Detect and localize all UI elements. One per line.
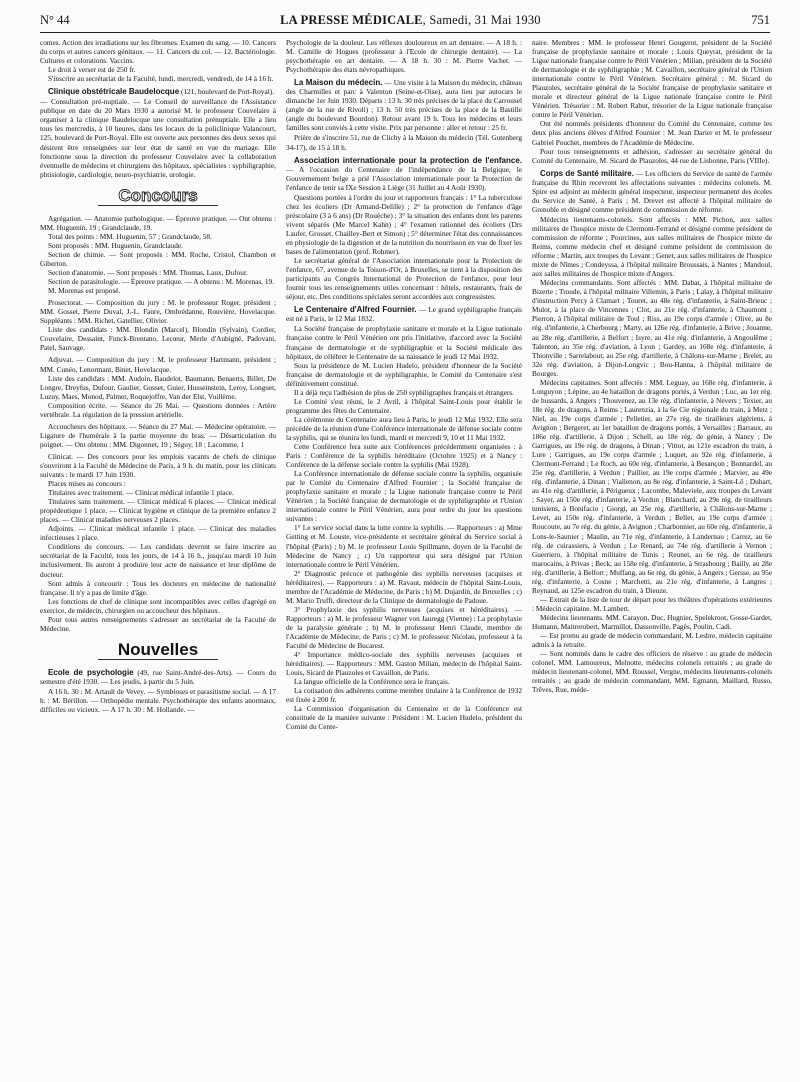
paragraph: Sont admis à concourir : Tous les docteurs en médecine de nationalité française. Il n'y a pas de limite d'âge.: [40, 578, 276, 597]
paragraph: Pour tous renseignements et adhésion, s'adresser au secrétaire général du Comité du Centenaire, M. Sicard de Plauzoles, 44 rue de Lisbonne, Paris (VIIIe).: [532, 146, 772, 165]
section-title-concours: Concours: [40, 191, 276, 206]
paragraph: comes. Action des irradiations sur les fibromes. Examen du sang. — 10. Cancers du corps et autres cancers génitaux. — 11. Cancers du col. — 12. Bactériologie. Cultures et colorations. Vaccins.: [40, 38, 276, 66]
paragraph: — Extrait de la liste de tour de départ pour les théâtres d'opérations extérieures : Médecin capitaine. M. Lambert.: [532, 594, 772, 613]
column-2: [286, 38, 522, 1074]
paragraph: La Société française de prophylaxie sanitaire et morale et la Ligue nationale française contre le Péril Vénérien ont pris l'initiative, d'accord avec la Société française de dermatologie et de syphiligraphie et la Société médicale des hôpitaux, de célébrer le Centenaire de sa naissance le jeudi 12 Mai 1932.: [286, 324, 522, 361]
article-heading: La Maison du médecin. — Une visite à la Maison du médecin, château des Charmilles et parc à Valenton (Seine-et-Oise), aura lieu par autocars le dimanche 1er Juin 1930. Départs : 13 h. 30 très précises de la place du Carrousel (angle de la rue de Rivoli) ; 13 h. 50 très précises de la place de la Bastille (angle du boulevard Bourdon). Retour avant 19 h. Tous les médecins et leurs familles sont conviés à cette visite. Prix par personne : aller et retour : 25 fr.: [286, 78, 522, 133]
paragraph: naire. Membres : MM. le professeur Henri Gougerot, président de la Société française de prophylaxie sanitaire et morale ; Louis Queyrat, président de la Ligue nationale française contre le Péril Vénérien ; Milian, président de la Société de dermatologie et de syphiligraphie ; M. Cavaillon, secrétaire général de l'Union internationale contre le Péril Vénérien. Secrétaire général : M. Sicard de Plauzoles, secrétaire général de la Société française de prophylaxie sanitaire et morale et directeur général de la Ligue nationale française contre le Péril Vénérien. Trésorier : M. Robert Rabut, trésorier de la Ligue nationale française contre le Péril Vénérien.: [532, 38, 772, 120]
paragraph: Adjoints. — Clinicat médical infantile 1 place. — Clinicat des maladies infectieuses 1 place.: [40, 524, 276, 543]
paragraph: Médecins capitaines. Sont affectés : MM. Leguay, au 168e rég. d'infanterie, à Longuyon ; Lépine, au 4e bataillon de dragons portés, à Verdun ; Luc, au 1er rég. de hussards, à Angers ; Thouvenez, au 13e rég. d'infanterie, à Nevers ; Texier, au 18e rég. de dragons, à Reims ; Laurenzia, à la 6e Cie régionale du train, à Metz ; Niel, au 19e corps d'armée ; Pelletier, au 27e rég. de tirailleurs algériens, à Avignon ; Bergeret, au 1er bataillon de dragons portés, à Versailles ; Barraux, au 186e rég. d'artillerie, à Dijon ; Schell, au 18e rég. de génie, à Nancy ; De Garrigues, au 19e rég. de dragons, à Dinan ; Vittot, au 121e escadron du train, à Lure ; Garrigues, au 19e corps d'armée ; Luquet, au 92e rég. d'infanterie, à Clermont-Ferrand ; Le Roch, au 60e rég. d'infanterie, à Besançon ; Bonnardel, au 25e rég. d'artillerie, à Verdun ; Paillier, au 19e corps d'armée ; Marvier, au 49e rég. d'infanterie, à Dinan ; Viallenon, au 8e rég. d'infanterie, à Saint-Lô ; Duhart, au 41e rég. d'artillerie, à Périgueux ; Lacombe, Maleviele, aux troupes du Levant ; Sayer, au 150e rég. d'infanterie, à Verdun ; Blanchard, au 29e rég. de tirailleurs tunisiens, à Bonifacio ; Giorgi, au 25e rég. d'artillerie, à Châlons-sur-Marne ; Levet, au 150e rég. d'infanterie, à Verdun ; Bellet, au 19e corps d'armée ; Roucoute, au 7e rég. du génie, à Avignon ; Charbonnier, au 60e rég. d'infanterie, à Lons-le-Saunier ; Maulin, au 71e rég. d'infanterie, à Landernau ; Carrez, au 6e rég. de cuirassiers, à Verdun ; Le Renard, au 74e rég. d'artillerie à Vernon ; Guerriero, à l'hôpital militaire de Tunis ; Reunet, au 6e rég. de tirailleurs marocains, à Privas ; Beck, au 158e rég. d'infanterie, à Strasbourg ; Bailly, au 28e rég. d'artillerie, à Belfort ; Muffang, au 6e rég. du génie, à Angers ; Gersse, au 95e rég. d'infanterie, à Cosne ; Marchetti, au 21e rég. d'infanterie, à Langres ; Reynaud, au 125e escadron du train, à Dieuze.: [532, 377, 772, 595]
paragraph: — Est promu au grade de médecin commandant, M. Lesbre, médecin capitaine admis à la retraite.: [532, 631, 772, 650]
masthead: [40, 10, 770, 30]
journal-name: LA PRESSE MÉDICALE: [280, 12, 423, 27]
article-heading: Le Centenaire d'Alfred Fournier. — Le grand syphiligraphe français est né à Paris, le 12 Mai 1832.: [286, 305, 522, 324]
paragraph: Le Comité s'est réuni, le 2 Avril, à l'hôpital Saint-Louis pour établir le programme des fêtes du Centenaire.: [286, 396, 522, 415]
paragraph: — Sont nommés dans le cadre des officiers de réserve : au grade de médecin colonel, MM. Lamoureux, Melnotte, médecins colonels retraités ; au grade de médecin lieutenant-colonel, MM. Roussel, Vergne, médecins lieutenants-colonels retraités ; au grade de médecin commandant, MM. Egmann, Maillard, Russo, Trêves, Rue, méde-: [532, 649, 772, 695]
paragraph: Places mises au concours :: [48, 479, 126, 489]
paragraph: La cérémonie du Centenaire aura lieu à Paris, le jeudi 12 Mai 1932. Elle sera précédée de la réunion d'une Conférence internationale de défense sociale contre la syphilis, qui se réunira les lundi, mardi et mercredi 9, 10 et 11 Mai 1932.: [286, 414, 522, 442]
issue-number: N° 44: [40, 12, 70, 27]
article-heading: Corps de Santé militaire. — Les officiers du Service de santé de l'armée française du Rhin recevront les affectations suivantes : médecins colonels. M. Spire est adjoint au médecin général inspecteur, inspecteur permanent des écoles du Service de Santé, à Paris ; M. Drevet est affecté à l'hôpital militaire de Grenoble et désigné comme président de commission de réforme.: [532, 168, 772, 214]
paragraph: Il a déjà reçu l'adhésion de plus de 250 syphiligraphes français et étrangers.: [294, 387, 514, 397]
paragraph: Conditions du concours. — Les candidats devront se faire inscrire au secrétariat de la Faculté, tous les jours, de 14 à 16 h., jusqu'au mardi 10 Juin inclusivement. Ils auront à produire leur acte de naissance et leur diplôme de docteur.: [40, 542, 276, 579]
paragraph: 4° Importance médico-sociale des syphilis nerveuses (acquises et héréditaires). — Rapporteurs : MM. Gaston Milian, médecin de l'hôpital Saint-Louis, Sicard de Plauzoles et Cavaillon, de Paris.: [286, 650, 522, 678]
paragraph: 1° Le service social dans la lutte contre la syphilis. — Rapporteurs : a) Mme Getting et M. Louste, vice-présidente et secrétaire général du Service social à l'hôpital (Paris) ; b) M. le professeur Louis Spillmann, doyen de la Faculté de Médecine de Nancy ; c) Un rapporteur qui sera désigné par l'Union internationale contre le Péril Vénérien.: [286, 523, 522, 569]
paragraph: Adjuvat. — Composition du jury : M. le professeur Hartmann, président ; MM. Cunéo, Lenormant, Binet, Hovelacque.: [40, 355, 276, 374]
paragraph: Section d'anatomie. — Sont proposés : MM. Thomas, Laux, Dufour.: [48, 268, 248, 278]
article-heading: Association internationale pour la protection de l'enfance. — A l'occasion du Centenaire de l'indépendance de la Belgique, le Gouvernement belge a prié l'Association internationale pour la Protection de l'enfance de tenir sa IXe Session à Liège (31 Juillet au 4 Août 1930).: [286, 155, 522, 192]
paragraph: Prosectorat. — Composition du jury : M. le professeur Roger, président ; MM. Gosset, Pierre Duval, J.-L. Faure, Ombrédanne, Rouvière, Hovelacque. Suppléants : MM. Richet, Gatellier, Olivier.: [40, 298, 276, 326]
header-rule: [40, 32, 770, 33]
paragraph: Médecins lieutenants-colonels. Sont affectés : MM. Pichon, aux salles militaires de l'hospice mixte de Clermont-Ferrand et désigné comme président de commission de réforme ; Pourcines, aux salles militaires de l'hospice mixte de Reims, comme médecin chef et désigné comme président de commission de réforme ; Martin, aux troupes du Levant ; Genet, aux salles militaires de l'hospice mixte de Nîmes ; Condeyssa, à l'hôpital militaire Broussais, à Nantes ; Mandoul, aux salles militaires de l'hospice mixte d'Angers.: [532, 214, 772, 279]
paragraph: Liste des candidats : MM. Audoin, Baudelot, Baumann, Benaerts, Billet, De Longre, Dreyfus, Dufour, Gaulier, Gosset, Guier, Husseinstein, Leroy, Longuet, Luzuy, Maes, Monod, Palmer, Roquejoffre, Van der Elst, Vuillème.: [40, 373, 276, 401]
section-title-nouvelles: Nouvelles: [40, 645, 276, 660]
paragraph: Titulaires avec traitement. — Clinicat médical infantile 1 place.: [48, 488, 234, 498]
paragraph: Composition écrite. — Séance du 26 Mai. — Questions données : Artère vertébrale. La régulation de la pression artérielle.: [40, 400, 276, 419]
paragraph: Le droit à verser est de 250 fr.: [48, 65, 136, 75]
paragraph: Pour tous autres renseignements s'adresser au secrétariat de la Faculté de Médecine.: [40, 614, 276, 633]
paragraph: Ont été nommés présidents d'honneur du Comité du Centenaire, comme les deux plus anciens élèves d'Alfred Fournier : M. Jean Darier et M. le professeur Gabriel Pouchet, membres de l'Académie de Médecine.: [532, 119, 772, 147]
article-heading: Ecole de psychologie (49, rue Saint-André-des-Arts). — Cours du semestre d'été 1930. — Les jeudis, à partir du 5 Juin.: [40, 667, 276, 686]
article-heading: Clinique obstétricale Baudelocque (121, boulevard de Port-Royal).: [48, 87, 274, 97]
paragraph: 3° Prophylaxie des syphilis nerveuses (acquises et héréditaires). — Rapporteurs : a) M. le professeur Wagner von Jauregg (Vienne) : La prophylaxie de la paralysie générale ; b) M. le professeur Henri Claude, membre de l'Académie de Médecine, de Paris ; c) M. le professeur Nicolau, professeur à la Faculté de Médecine de Bucarest.: [286, 604, 522, 651]
paragraph: A 16 h. 30 : M. Artault de Vevey. — Symbioses et parasitisme social. — A 17 h. : M. Bérillon. — Orthopédie mentale. Psychothérapie des enfants anormaux, difficiles ou vicieux. — A 17 h. 30 : M. Hollande. —: [40, 687, 276, 715]
paragraph: La langue officielle de la Conférence sera le français.: [294, 677, 450, 687]
paragraph: S'inscrire au secrétariat de la Faculté, lundi, mercredi, vendredi, de 14 à 16 h.: [48, 74, 274, 84]
paragraph: La Commission d'organisation du Centenaire et de la Conférence est constituée de la manière suivante : Président : M. Lucien Hudelo, président du Comité du Cente-: [286, 704, 522, 732]
paragraph: Médecins lieutenants. MM. Carayon, Duc, Hugnier, Spelekroot, Gosse-Gardet, Humann, Maitrerobert, Marmillot, Dassonville, Pagès, Poulin, Cadi.: [532, 612, 772, 631]
paragraph: Les fonctions de chef de clinique sont incompatibles avec celles d'agrégé en exercice, de médecin, chirurgien ou accoucheur des hôpitaux.: [40, 596, 276, 615]
paragraph: Questions portées à l'ordre du jour et rapporteurs français : 1° La tuberculose chez les écoliers (Dr Armand-Delille) ; 2° la protection de l'enfance d'âge préscolaire (3 à 6 ans) (Dr Rouèche) ; 3° la situation des enfants dont les parents vivent séparés (Me Marcel Kahn) ; 4° l'examen rationnel des écoliers (Drs Laufer, Grosset, Chailley-Bert et Simon) ; 5° déterminer l'état des connaissances en physiologie de la digestion et de la nutrition du nourrisson en vue de fixer les bases de l'alimentation (prof. Rohmer).: [286, 192, 522, 257]
paragraph: Cette Conférence fera suite aux Conférences précédemment organisées : à Paris : Conférence de la syphilis héréditaire (Octobre 1925) et à Nancy : Conférence de la défense sociale contre la syphilis (Mai 1928).: [286, 442, 522, 470]
section-underline: [98, 205, 218, 206]
paragraph: — Consultation pré-nuptiale. — Le Conseil de surveillance de l'Assistance publique en date du 20 Mars 1930 a autorisé M. le professeur Couvelaire à organiser à la clinique Baudelocque une consultation prénuptiale. Elle a lieu tous les mercredis, à 10 heures, dans les locaux de la policlinique Valancourt, 125, boulevard de Port-Royal. Elle est ouverte aux personnes des deux sexes qui désirent être renseignées sur leur état de santé en vue du mariage. Elle fonctionne sous la direction du professeur Couvelaire avec la collaboration éventuelle de médecins et chirurgiens des hôpitaux, spécialistes : syphiligraphie, phtisiologie, cardiologie, neuro-psychiatrie, urologie.: [40, 97, 276, 179]
paragraph: Le secrétariat général de l'Association internationale pour la Protection de l'enfance, 67, avenue de la Toison-d'Or, à Bruxelles, se tient à la disposition des participants au Congrès International de Protection de l'enfance, pour leur fournir tous les renseignements utiles concernant : hôtels, restaurants, frais de séjour, etc. Des conditions spéciales seront accordées aux congressistes.: [286, 256, 522, 302]
paragraph: La Conférence internationale de défense sociale contre la syphilis, organisée par le Comité du Centenaire d'Alfred Fournier ; la Société française de prophylaxie sanitaire et morale ; la Ligue nationale française contre le Péril Vénérien ; la Société française de dermatologie et de syphiligraphie et l'Union internationale contre le Péril Vénérien, aura pour ordre du jour les questions suivantes :: [286, 469, 522, 524]
journal-title: [280, 13, 541, 28]
paragraph: 2° Diagnostic précoce et pathogénie des syphilis nerveuses (acquises et héréditaires). — Rapporteurs : a) M. Ravaut, médecin de l'hôpital Saint-Louis, membre de l'Académie de Médecine, de Paris ; b) M. Dujardin, de Bruxelles ; c) M. Mario Truffi, directeur de la Clinique de dermatologie de Padoue.: [286, 568, 522, 605]
paragraph: Accoucheurs des hôpitaux. — Séance du 27 Mai. — Médecine opératoire. — Ligature de l'humérale à la partie moyenne du bras. — Désarticulation du poignet. — Ont obtenu : MM. Digonnet, 19 ; Séguy, 18 ; Lacomme, 1: [40, 421, 276, 449]
paragraph: Section de parasitologie. — Épreuve pratique. — A obtenu : M. Morenas, 19.: [48, 277, 274, 287]
paragraph: Sont proposés : MM. Huguenin, Grandclaude.: [48, 240, 183, 250]
issue-date: , Samedi, 31 Mai 1930: [422, 12, 541, 27]
paragraph: M. Morenas est proposé.: [48, 286, 121, 296]
paragraph: Agrégation. — Anatomie pathologique. — Épreuve pratique. — Ont obtenu : MM. Huguenin, 19 ; Grandclaude, 19.: [40, 213, 276, 232]
paragraph: La cotisation des adhérents comme membre titulaire à la Conférence de 1932 est fixée à 200 fr.: [286, 686, 522, 705]
paragraph: Sous la présidence de M. Lucien Hudelo, président d'honneur de la Société française de dermatologie et de syphiligraphie, le Comité du Centenaire s'est définitivement constitué.: [286, 360, 522, 388]
paragraph: Titulaires sans traitement. — Clinicat médical 6 places. — Clinicat médical propédeutique 1 place. — Clinicat hygiène et clinique de la première enfance 2 places. — Clinicat maladies nerveuses 2 places.: [40, 497, 276, 525]
page-number: 751: [751, 12, 770, 27]
column-3: [532, 38, 772, 1074]
paragraph: Total des points : MM. Huguenin, 57 ; Grandclaude, 58.: [48, 231, 212, 241]
paragraph: Psychologie de la douleur. Les réflexes douloureux en art dentaire. — A 18 h. : M. Camille de Hogues (professeur à l'Ecole de chirurgie dentaire). — La psychothérapie en art dentaire. — A 18 h. 30 : M. Pierre Vachet. — Psychothérapie des états névropathiques.: [286, 38, 522, 75]
paragraph: Liste des candidats : MM. Blondin (Marcel), Blondin (Sylvain), Cordier, Couvelaire, Dessaint, Funck-Brentano, Lecœur, Merle d'Aubigné, Padovani, Patel, Sauvage.: [40, 325, 276, 353]
section-underline: [98, 659, 218, 660]
paragraph: Médecins commandants. Sont affectés : MM. Dabat, à l'hôpital militaire de Bizerte ; Troude, à l'hôpital militaire Villemin, à Paris ; Lalay, à l'hôpital militaire d'instruction Percy à Clamart ; Touret, au 48e rég. d'infanterie, à Saint-Brieuc ; Mulot, à la place de Vincennes ; Clot, au 21e rég. d'infanterie, à Chaumont ; Pierron, à l'hôpital militaire de Toul ; Riss, au 19e corps d'armée ; Olive, au 8e rég. d'infanterie, à Cherbourg ; Marty, au 126e rég. d'infanterie, à Brive ; Jouanne, au 28e rég. d'artillerie, à Belfort ; Isyre, au 41e rég. d'infanterie, à Angoulême ; Talenton, au 35e rég. d'aviation, à Lyon ; Gardey, au 168e rég. d'infanterie, à Thionville ; Sarrelabout, au 25e rég. d'artillerie, à Châlons-sur-Marne ; Brelet, au 32e rég. d'aviation, à Dijon-Longvic ; Bou-Hanna, à l'hôpital militaire de Bourges.: [532, 278, 772, 378]
paragraph: Clinicat. — Des concours pour les emplois vacants de chefs de clinique s'ouvriront à la Faculté de Médecine de Paris, à 9 h. du matin, pour les clinicats suivants : le mardi 17 Juin 1930.: [40, 451, 276, 480]
column-1: [40, 38, 276, 1074]
paragraph: Section de chimie. — Sont proposés : MM. Roche, Cristol, Chambon et Giberton.: [40, 249, 276, 268]
paragraph: Prière de s'inscrire 51, rue de Clichy à la Maison du médecin (Tél. Gutenberg 34-17), de 15 à 18 h.: [286, 133, 522, 152]
